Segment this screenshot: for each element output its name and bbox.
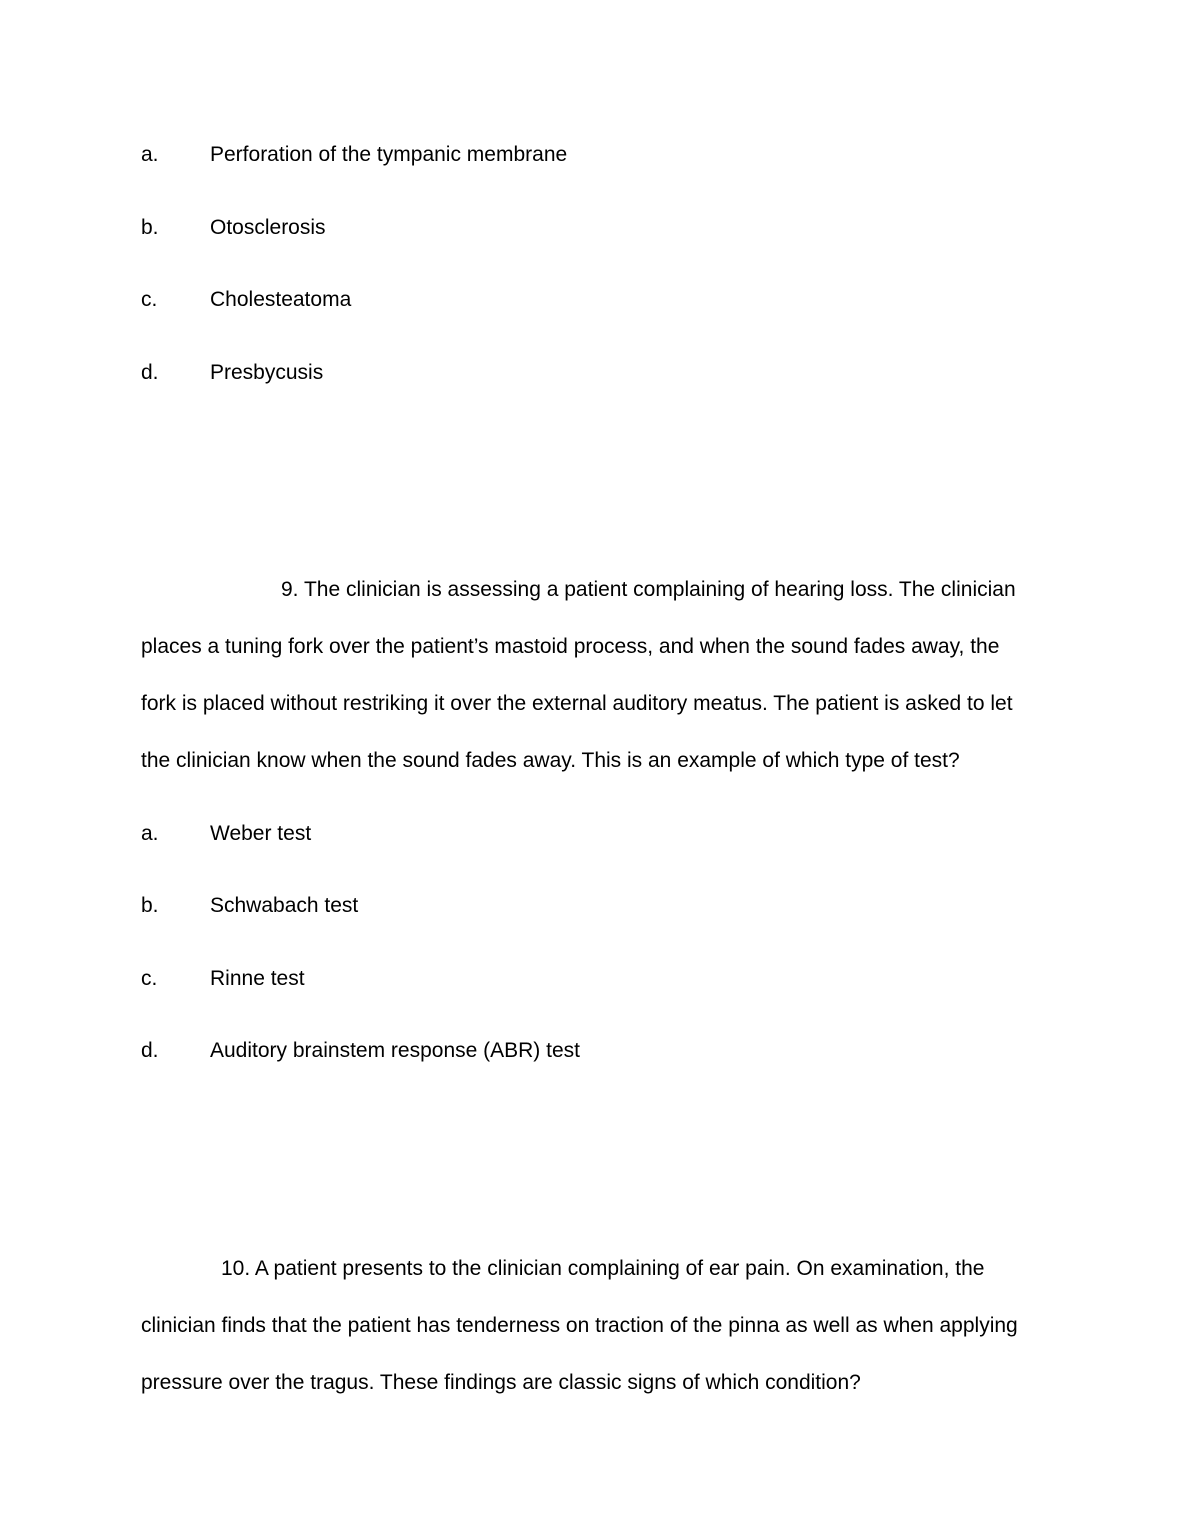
q9-option-c [141,964,305,994]
option-text: Otosclerosis [210,216,326,239]
option-letter: c. [141,967,158,990]
option-text: Cholesteatoma [210,288,352,311]
question-10-line-2: clinician finds that the patient has tenderness on traction of the pinna as well as when applying [141,1314,1018,1337]
option-c [141,285,351,315]
option-d [141,358,323,388]
option-letter: b. [141,216,159,239]
question-9-line-3: fork is placed without restriking it over the external auditory meatus. The patient is asked to let [141,692,1013,715]
q9-option-b [141,891,358,921]
option-letter: d. [141,1039,159,1062]
question-9-line-1: 9. The clinician is assessing a patient complaining of hearing loss. The clinician [281,578,1016,601]
question-9-line-2: places a tuning fork over the patient’s mastoid process, and when the sound fades away, the [141,635,1000,658]
option-letter: d. [141,361,159,384]
option-b [141,213,326,243]
option-text: Weber test [210,822,312,845]
question-9-line-4: the clinician know when the sound fades away. This is an example of which type of test? [141,749,960,772]
q9-option-a [141,819,311,849]
question-10-line-3: pressure over the tragus. These findings are classic signs of which condition? [141,1371,861,1394]
q9-option-d [141,1036,580,1066]
option-a [141,140,567,170]
option-text: Perforation of the tympanic membrane [210,143,568,166]
option-letter: b. [141,894,159,917]
option-letter: a. [141,822,159,845]
option-letter: c. [141,288,158,311]
option-text: Auditory brainstem response (ABR) test [210,1039,580,1062]
option-text: Schwabach test [210,894,359,917]
option-text: Presbycusis [210,361,324,384]
option-letter: a. [141,143,159,166]
option-text: Rinne test [210,967,305,990]
question-10-line-1: 10. A patient presents to the clinician complaining of ear pain. On examination, the [221,1257,985,1280]
